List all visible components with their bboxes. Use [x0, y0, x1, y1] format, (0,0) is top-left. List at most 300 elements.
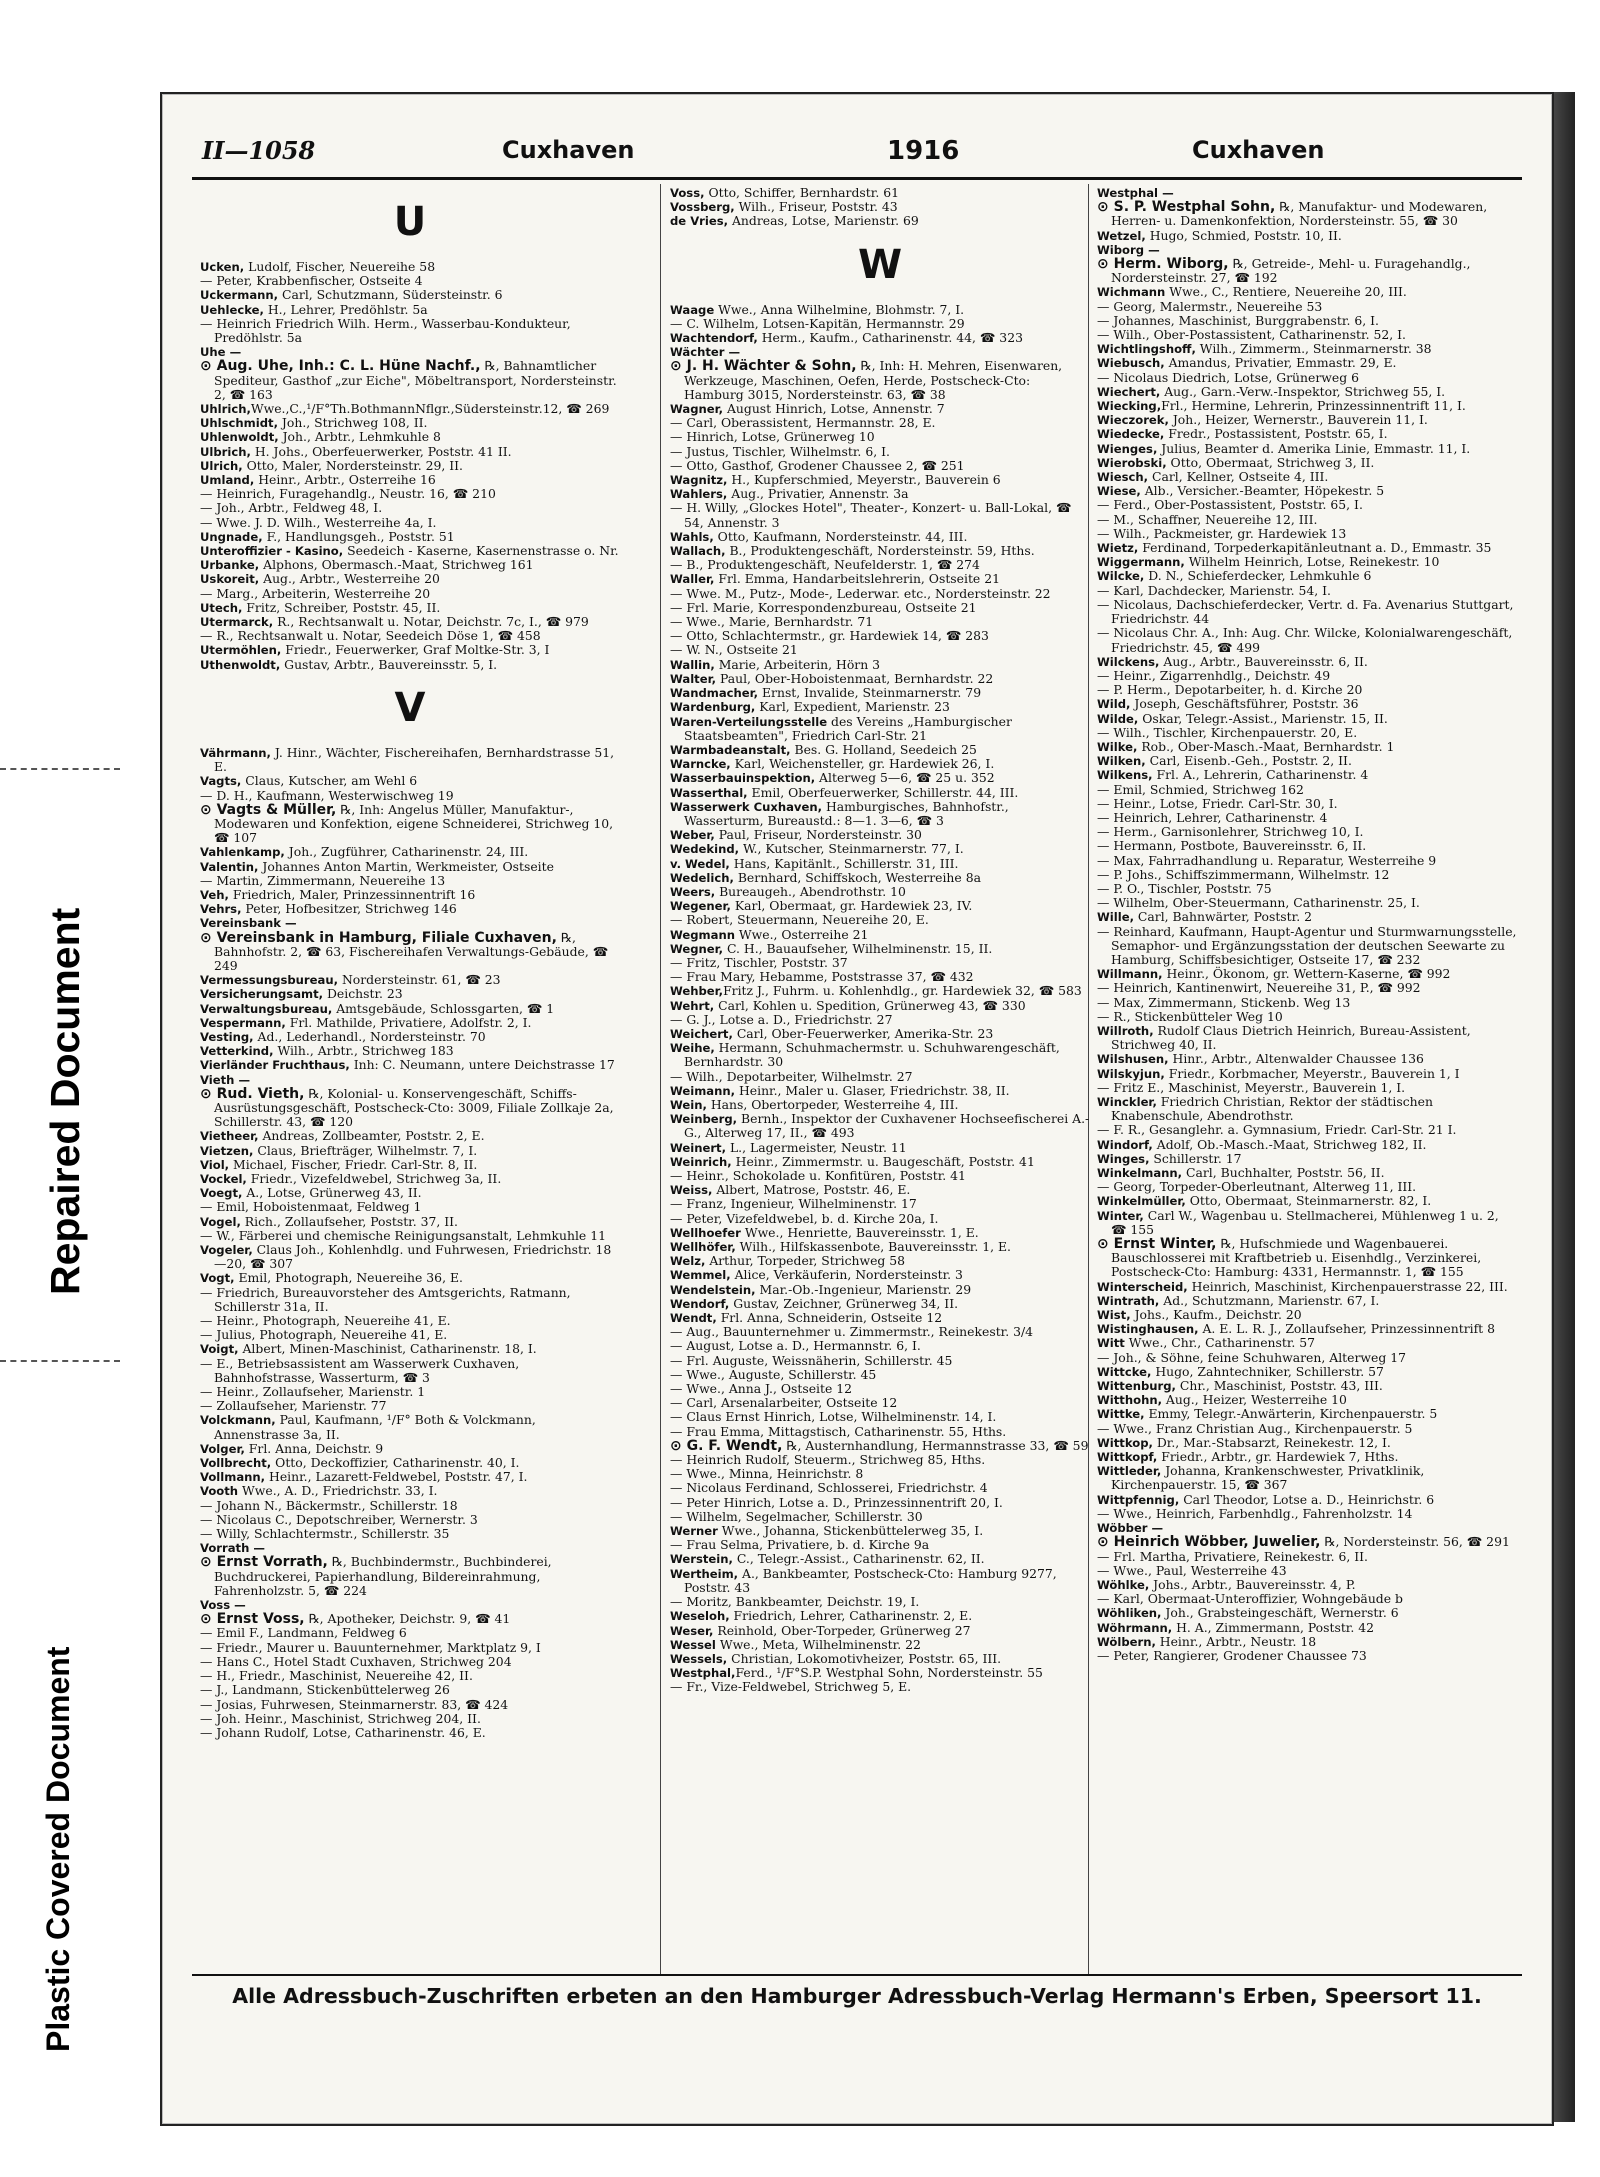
entry-details: — Reinhard, Kaufmann, Haupt-Agentur und Sturmwarnungsstelle, Semaphor- und Ergänzungsstation der deutschen Seewarte zu Hamburg, Schiffsbesichtiger, Ostseite 17, ☎ 232 — [1097, 923, 1517, 967]
directory-entry — [1097, 1606, 1517, 1620]
directory-entry — [1097, 257, 1517, 285]
entry-details: Hugo, Zahntechniker, Schillerstr. 57 — [1151, 1363, 1384, 1379]
directory-entry — [670, 1538, 1090, 1552]
directory-entry — [1097, 1123, 1517, 1137]
directory-entry — [1097, 712, 1517, 726]
entry-details: — Martin, Zimmermann, Neuereihe 13 — [200, 872, 446, 888]
entry-details: — Hermann, Postbote, Bauvereinsstr. 6, II. — [1097, 838, 1367, 854]
directory-entry — [670, 615, 1090, 629]
entry-details: — Karl, Dachdecker, Marienstr. 54, I. — [1097, 582, 1331, 598]
directory-entry — [1097, 811, 1517, 825]
entry-name: Wertheim, — [670, 1566, 739, 1581]
directory-entry — [1097, 584, 1517, 598]
entry-details: Carl, Eisenb.-Geh., Poststr. 2, II. — [1145, 753, 1352, 769]
entry-details: Frl., Hermine, Lehrerin, Prinzessinnentrift 11, I. — [1161, 398, 1466, 414]
entry-details: Frl. A., Lehrerin, Catharinenstr. 4 — [1152, 767, 1369, 783]
entry-details: Claus, Kutscher, am Wehl 6 — [241, 773, 418, 789]
directory-entry — [1097, 1166, 1517, 1180]
entry-details: Joh., Zugführer, Catharinenstr. 24, III. — [284, 844, 529, 860]
entry-details: Wilh., Hilfskassenbote, Bauvereinsstr. 1, E. — [735, 1239, 1011, 1255]
entry-details: — Max, Fahrradhandlung u. Reparatur, Westerreihe 9 — [1097, 852, 1437, 868]
directory-entry — [670, 928, 1090, 942]
directory-entry — [1097, 1294, 1517, 1308]
entry-details: Frl. Anna, Schneiderin, Ostseite 12 — [716, 1310, 943, 1326]
entry-name: Wienges, — [1097, 441, 1158, 456]
entry-name: Wellhoefer — [670, 1225, 741, 1240]
directory-entry — [670, 1212, 1090, 1226]
entry-details: — Heinrich Friedrich Wilh. Herm., Wasserbau-Kondukteur, Predöhlstr. 5a — [200, 315, 571, 346]
entry-name: v. Wedel, — [670, 856, 730, 871]
directory-entry — [670, 1609, 1090, 1623]
entry-name: Wedelich, — [670, 870, 734, 885]
entry-details: A. E. L. R. J., Zollaufseher, Prinzessinnentrift 8 — [1198, 1321, 1495, 1337]
directory-entry — [200, 430, 620, 444]
entry-name: Wiecking, — [1097, 399, 1162, 414]
entry-name: Wistinghausen, — [1097, 1322, 1199, 1337]
directory-entry — [200, 1626, 620, 1640]
directory-entry — [200, 1328, 620, 1342]
directory-entry — [200, 1499, 620, 1513]
entry-details: — Wwe., Minna, Heinrichstr. 8 — [670, 1466, 864, 1482]
entry-name: Wille, — [1097, 910, 1134, 925]
directory-entry — [670, 1382, 1090, 1396]
entry-details: Claus Joh., Kohlenhdlg. und Fuhrwesen, Friedrichstr. 18—20, ☎ 307 — [214, 1242, 612, 1272]
directory-entry — [670, 1226, 1090, 1240]
entry-name: Westphal, — [670, 1666, 736, 1681]
directory-entry — [1097, 683, 1517, 697]
directory-entry — [670, 1141, 1090, 1155]
entry-name: Wintrath, — [1097, 1293, 1160, 1308]
entry-name: Wahls, — [670, 529, 714, 544]
entry-details: Wilh., Zimmerm., Steinmarnerstr. 38 — [1195, 341, 1432, 357]
entry-name: Utech, — [200, 600, 243, 615]
entry-name: Uehlecke, — [200, 302, 264, 317]
entry-name: Wiborg — — [1097, 242, 1160, 257]
entry-details: — Wwe., Anna J., Ostseite 12 — [670, 1381, 853, 1397]
entry-name: Ulbrich, — [200, 444, 251, 459]
directory-entry — [200, 658, 620, 672]
entry-name: Wachtendorf, — [670, 331, 758, 346]
entry-name: Willroth, — [1097, 1023, 1154, 1038]
directory-entry — [1097, 186, 1517, 200]
directory-entry — [1097, 356, 1517, 370]
directory-entry — [670, 1041, 1090, 1069]
directory-entry — [200, 1513, 620, 1527]
entry-details: Ferdinand, Torpederkapitänleutnant a. D., Emmastr. 35 — [1138, 540, 1492, 556]
directory-entry — [670, 1098, 1090, 1112]
entry-details: — Otto, Schlachtermstr., gr. Hardewiek 14, ☎ 283 — [670, 628, 989, 644]
directory-entry — [1097, 1535, 1517, 1549]
entry-details: Amandus, Privatier, Emmastr. 29, E. — [1164, 355, 1397, 371]
entry-details: — Wilhelm, Ober-Steuermann, Catharinenstr. 25, I. — [1097, 895, 1420, 911]
entry-name: Weiss, — [670, 1183, 713, 1198]
entry-details: Otto, Obermaat, Steinmarnerstr. 82, I. — [1185, 1193, 1432, 1209]
directory-entry — [1097, 1521, 1517, 1535]
entry-details: Rob., Ober-Masch.-Maat, Bernhardstr. 1 — [1137, 738, 1395, 754]
entry-details: Aug., Garn.-Verw.-Inspektor, Strichweg 55, I. — [1160, 383, 1446, 399]
entry-name: ⊙ Rud. Vieth, — [200, 1085, 305, 1102]
entry-name: Wendt, — [670, 1311, 717, 1326]
entry-details: — R., Rechtsanwalt u. Notar, Seedeich Döse 1, ☎ 458 — [200, 628, 541, 644]
directory-entry — [670, 331, 1090, 345]
entry-details: — W., Färberei und chemische Reinigungsanstalt, Lehmkuhle 11 — [200, 1227, 606, 1243]
plastic-covered-document-label: Plastic Covered Document — [40, 1646, 76, 2052]
directory-entry — [1097, 1052, 1517, 1066]
directory-entry — [670, 473, 1090, 487]
entry-name: Wittkop, — [1097, 1435, 1153, 1450]
entry-details: Heinr., Ökonom, gr. Wettern-Kaserne, ☎ 992 — [1162, 966, 1451, 982]
entry-name: Wehber, — [670, 984, 724, 999]
directory-entry — [1097, 200, 1517, 228]
directory-entry — [670, 686, 1090, 700]
directory-entry — [1097, 868, 1517, 882]
entry-details: Emil, Oberfeuerwerker, Schillerstr. 44, III. — [747, 784, 1019, 800]
entry-details: Heinr., Zimmermstr. u. Baugeschäft, Poststr. 41 — [731, 1153, 1035, 1169]
entry-name: Wellhöfer, — [670, 1240, 736, 1255]
entry-details: Hans, Kapitänlt., Schillerstr. 31, III. — [729, 855, 959, 871]
directory-entry — [200, 1669, 620, 1683]
entry-name: Wittkopf, — [1097, 1450, 1158, 1465]
directory-entry — [1097, 1450, 1517, 1464]
entry-details: Friedr., Korbmacher, Meyerstr., Bauverein 1, I — [1164, 1065, 1460, 1081]
entry-name: ⊙ S. P. Westphal Sohn, — [1097, 199, 1276, 216]
entry-details: Carl, Ober-Feuerwerker, Amerika-Str. 23 — [732, 1025, 994, 1041]
entry-details: — Karl, Obermaat-Unteroffizier, Wohngebäude b — [1097, 1591, 1403, 1607]
entry-details: Amtsgebäude, Schlossgarten, ☎ 1 — [332, 1000, 555, 1016]
directory-entry — [200, 445, 620, 459]
entry-details: — Peter Hinrich, Lotse a. D., Prinzessinnentrift 20, I. — [670, 1494, 1003, 1510]
entry-details: Wwe., A. D., Friedrichstr. 33, I. — [238, 1483, 438, 1499]
entry-details: L., Lagermeister, Neustr. 11 — [726, 1139, 907, 1155]
entry-name: Volckmann, — [200, 1413, 276, 1428]
entry-name: Vetterkind, — [200, 1044, 274, 1059]
entry-name: Wöhliken, — [1097, 1606, 1162, 1621]
directory-entry — [200, 601, 620, 615]
directory-entry — [200, 1399, 620, 1413]
directory-entry — [200, 803, 620, 846]
directory-entry — [670, 416, 1090, 430]
directory-entry — [200, 1712, 620, 1726]
entry-name: Weinert, — [670, 1140, 726, 1155]
directory-entry — [670, 1325, 1090, 1339]
entry-details: Emil, Photograph, Neuereihe 36, E. — [234, 1270, 463, 1286]
directory-entry — [670, 1453, 1090, 1467]
entry-details: — Fritz, Tischler, Poststr. 37 — [670, 954, 848, 970]
entry-name: Vesting, — [200, 1029, 254, 1044]
entry-details: — Joh. Heinr., Maschinist, Strichweg 204, II. — [200, 1710, 481, 1726]
directory-entry — [670, 1439, 1090, 1453]
directory-entry — [200, 260, 620, 274]
entry-details: J. Hinr., Wächter, Fischereihafen, Bernhardstrasse 51, E. — [214, 744, 615, 775]
entry-name: Wasserthal, — [670, 785, 748, 800]
entry-details: Ernst, Invalide, Steinmarnerstr. 79 — [758, 685, 982, 701]
entry-details: — Wwe. M., Putz-, Mode-, Lederwar. etc., Nordersteinstr. 22 — [670, 585, 1051, 601]
directory-entry — [200, 1243, 620, 1271]
entry-details: — Friedrich, Bureauvorsteher des Amtsgerichts, Ratmann, Schillerstr 31a, II. — [200, 1284, 571, 1314]
entry-details: — Herm., Garnisonlehrer, Strichweg 10, I. — [1097, 824, 1364, 840]
entry-details: Inh: C. Neumann, untere Deichstrasse 17 — [349, 1057, 615, 1073]
entry-details: — Nicolaus Chr. A., Inh: Aug. Chr. Wilcke, Kolonialwarengeschäft, Friedrichstr. 45, ☎ 499 — [1097, 625, 1513, 655]
directory-entry — [1097, 371, 1517, 385]
directory-entry — [670, 1084, 1090, 1098]
entry-details: Emmy, Telegr.-Anwärterin, Kirchenpauerstr. 5 — [1144, 1406, 1438, 1422]
directory-entry — [200, 1002, 620, 1016]
directory-entry — [1097, 1024, 1517, 1052]
entry-name: Vahlenkamp, — [200, 845, 285, 860]
directory-entry — [670, 942, 1090, 956]
entry-name: Weber, — [670, 828, 715, 843]
entry-details: ℞, Manufaktur- und Modewaren, Herren- u. Damenkonfektion, Nordersteinstr. 55, ☎ 30 — [1111, 199, 1488, 229]
entry-name: Wilshusen, — [1097, 1052, 1169, 1067]
directory-entry — [200, 459, 620, 473]
entry-details: — Robert, Steuermann, Neuereihe 20, E. — [670, 912, 929, 928]
directory-entry — [1097, 1436, 1517, 1450]
entry-details: — Frau Mary, Hebamme, Poststrasse 37, ☎ 432 — [670, 969, 974, 985]
directory-entry — [200, 746, 620, 774]
directory-entry — [670, 1311, 1090, 1325]
entry-details: Johanna, Krankenschwester, Privatklinik, Kirchenpauerstr. 15, ☎ 367 — [1111, 1463, 1425, 1493]
directory-entry — [670, 1354, 1090, 1368]
directory-entry — [670, 984, 1090, 998]
entry-details: — Willy, Schlachtermstr., Schillerstr. 35 — [200, 1526, 450, 1542]
directory-entry — [200, 1215, 620, 1229]
directory-entry — [670, 1510, 1090, 1524]
entry-details: Alphons, Obermasch.-Maat, Strichweg 161 — [259, 557, 534, 573]
directory-entry — [200, 1357, 620, 1385]
directory-entry — [670, 1481, 1090, 1495]
entry-details: — Peter, Krabbenfischer, Ostseite 4 — [200, 273, 423, 289]
directory-entry — [1097, 442, 1517, 456]
directory-entry — [1097, 342, 1517, 356]
entry-details: Dr., Mar.-Stabsarzt, Reinekestr. 12, I. — [1152, 1434, 1391, 1450]
directory-entry — [670, 842, 1090, 856]
directory-entry — [670, 1070, 1090, 1084]
directory-entry — [1097, 470, 1517, 484]
entry-name: Uthenwoldt, — [200, 657, 281, 672]
entry-details: des Vereins „Hamburgischer Staatsbeamten", Friedrich Carl-Str. 21 — [684, 713, 1012, 743]
entry-name: Wilde, — [1097, 711, 1139, 726]
entry-name: ⊙ Aug. Uhe, Inh.: C. L. Hüne Nachf., — [200, 358, 481, 375]
entry-name: Wasserbauinspektion, — [670, 771, 816, 786]
directory-entry — [1097, 1194, 1517, 1208]
entry-details: Otto, Maler, Nordersteinstr. 29, II. — [242, 457, 463, 473]
directory-entry — [200, 1286, 620, 1314]
entry-details: — R., Stickenbütteler Weg 10 — [1097, 1008, 1283, 1024]
directory-entry — [670, 1169, 1090, 1183]
directory-entry — [1097, 669, 1517, 683]
entry-details: Ferd., ¹/F°S.P. Westphal Sohn, Nordersteinstr. 55 — [735, 1665, 1043, 1681]
directory-entry — [670, 1467, 1090, 1481]
directory-entry — [1097, 1209, 1517, 1237]
entry-details: Carl, Kellner, Ostseite 4, III. — [1148, 469, 1329, 485]
entry-details: Rich., Zollaufseher, Poststr. 37, II. — [240, 1213, 458, 1229]
entry-name: Uckermann, — [200, 288, 279, 303]
directory-entry — [1097, 385, 1517, 399]
entry-name: Wallin, — [670, 657, 715, 672]
directory-entry — [670, 658, 1090, 672]
entry-name: Wilcke, — [1097, 569, 1145, 584]
entry-details: Albert, Minen-Maschinist, Catharinenstr. 18, I. — [238, 1341, 537, 1357]
directory-entry — [670, 1496, 1090, 1510]
entry-name: Vietheer, — [200, 1129, 259, 1144]
entry-details: H. A., Zimmermann, Poststr. 42 — [1172, 1619, 1375, 1635]
entry-details: Hermann, Schuhmachermstr. u. Schuhwarengeschäft, Bernhardstr. 30 — [684, 1040, 1060, 1070]
directory-entry — [1097, 1081, 1517, 1095]
entry-details: — Wwe. J. D. Wilh., Westerreihe 4a, I. — [200, 514, 437, 530]
entry-details: Ad., Schutzmann, Marienstr. 67, I. — [1159, 1292, 1380, 1308]
entry-name: Versicherungsamt, — [200, 987, 324, 1002]
entry-name: Vockel, — [200, 1171, 247, 1186]
entry-details: — Joh., Arbtr., Feldweg 48, I. — [200, 500, 383, 516]
directory-entry — [1097, 314, 1517, 328]
entry-details: — G. J., Lotse a. D., Friedrichstr. 27 — [670, 1011, 893, 1027]
directory-entry — [1097, 1635, 1517, 1649]
entry-details: Wwe., C., Rentiere, Neuereihe 20, III. — [1165, 284, 1407, 300]
entry-name: Winter, — [1097, 1208, 1144, 1223]
section-letter: W — [857, 241, 903, 288]
entry-name: Waren-Verteilungsstelle — [670, 714, 828, 729]
directory-entry — [1097, 1322, 1517, 1336]
directory-entry — [1097, 882, 1517, 896]
entry-details: — Justus, Tischler, Wilhelmstr. 6, I. — [670, 443, 890, 459]
entry-name: Ucken, — [200, 260, 245, 274]
entry-details: — Friedr., Maurer u. Bauunternehmer, Marktplatz 9, I — [200, 1639, 541, 1655]
entry-details: — Hinrich, Lotse, Grünerweg 10 — [670, 429, 875, 445]
directory-entry — [1097, 1621, 1517, 1635]
entry-details: Frl. Emma, Handarbeitslehrerin, Ostseite 21 — [714, 571, 1000, 587]
directory-entry — [1097, 1138, 1517, 1152]
entry-details: Wilhelm Heinrich, Lotse, Reinekestr. 10 — [1184, 554, 1440, 570]
directory-entry — [670, 871, 1090, 885]
directory-entry — [670, 899, 1090, 913]
entry-details: Paul, Friseur, Nordersteinstr. 30 — [714, 827, 922, 843]
directory-entry — [670, 1240, 1090, 1254]
entry-name: Wedekind, — [670, 842, 740, 857]
directory-entry — [200, 1073, 620, 1087]
entry-details: Alterweg 5—6, ☎ 25 u. 352 — [815, 770, 995, 786]
entry-details: Marie, Arbeiterin, Hörn 3 — [714, 656, 881, 672]
entry-details: — Frl. Auguste, Weissnäherin, Schillerstr. 45 — [670, 1352, 953, 1368]
directory-entry — [670, 786, 1090, 800]
entry-name: Umland, — [200, 473, 255, 488]
directory-entry — [1097, 967, 1517, 981]
entry-details: Johs., Arbtr., Bauvereinsstr. 4, P. — [1149, 1576, 1356, 1592]
directory-entry — [200, 1158, 620, 1172]
directory-entry — [1097, 1308, 1517, 1322]
entry-details: Bureaugeh., Abendrothstr. 10 — [715, 883, 906, 899]
entry-details: — Wilh., Packmeister, gr. Hardewiek 13 — [1097, 525, 1347, 541]
entry-details: — Georg, Malermstr., Neuereihe 53 — [1097, 298, 1323, 314]
directory-entry — [1097, 243, 1517, 257]
entry-details: Wilh., Arbtr., Strichweg 183 — [273, 1043, 454, 1059]
entry-name: Wichmann — [1097, 285, 1166, 300]
column-divider — [660, 184, 661, 1974]
entry-details: Rudolf Claus Dietrich Heinrich, Bureau-Assistent, Strichweg 40, II. — [1111, 1022, 1471, 1053]
entry-details: Wilh., Friseur, Poststr. 43 — [734, 199, 898, 215]
entry-name: Voegt, — [200, 1186, 243, 1201]
entry-details: Joseph, Geschäftsführer, Poststr. 36 — [1130, 696, 1359, 712]
directory-entry — [200, 516, 620, 530]
directory-entry — [670, 359, 1090, 402]
entry-details: — Carl, Oberassistent, Hermannstr. 28, E. — [670, 415, 936, 431]
entry-details: Friedrich Christian, Rektor der städtischen Knabenschule, Abendrothstr. — [1111, 1094, 1433, 1124]
directory-entry — [670, 956, 1090, 970]
directory-entry — [200, 916, 620, 930]
entry-details: Johannes Anton Martin, Werkmeister, Ostseite — [258, 858, 554, 874]
entry-name: Wiese, — [1097, 484, 1141, 499]
entry-name: Wessels, — [670, 1651, 728, 1666]
entry-name: Winges, — [1097, 1151, 1150, 1166]
entry-details: Aug., Arbtr., Westerreihe 20 — [259, 571, 440, 587]
entry-name: Wein, — [670, 1097, 707, 1112]
entry-details: Frl. Mathilde, Privatiere, Adolfstr. 2, I. — [285, 1014, 532, 1030]
directory-entry — [670, 1027, 1090, 1041]
entry-details: Hugo, Schmied, Poststr. 10, II. — [1145, 227, 1342, 243]
entry-name: Volger, — [200, 1441, 245, 1456]
entry-details: Wwe., Osterreihe 21 — [734, 926, 869, 942]
entry-details: — Frau Emma, Mittagstisch, Catharinenstr. 55, Hths. — [670, 1423, 1007, 1439]
directory-entry — [200, 774, 620, 788]
entry-details: Carl, Kohlen u. Spedition, Grünerweg 43, ☎ 330 — [714, 997, 1026, 1013]
directory-entry — [1097, 1507, 1517, 1521]
directory-entry — [670, 715, 1090, 743]
directory-entry — [200, 1229, 620, 1243]
directory-entry — [200, 860, 620, 874]
entry-details: Heinr., Arbtr., Osterreihe 16 — [254, 472, 436, 488]
entry-details: Andreas, Zollbeamter, Poststr. 2, E. — [258, 1128, 485, 1144]
entry-details: — D. H., Kaufmann, Westerwischweg 19 — [200, 787, 454, 803]
entry-details: Fritz J., Fuhrm. u. Kohlenhdlg., gr. Hardewiek 32, ☎ 583 — [723, 983, 1082, 999]
directory-entry — [1097, 1393, 1517, 1407]
entry-name: Vespermann, — [200, 1015, 286, 1030]
entry-name: Windorf, — [1097, 1137, 1153, 1152]
directory-entry — [670, 601, 1090, 615]
entry-details: Heinr., Maler u. Glaser, Friedrichstr. 38, II. — [735, 1082, 1010, 1098]
entry-name: Weichert, — [670, 1026, 733, 1041]
entry-details: — Peter, Rangierer, Grodener Chaussee 73 — [1097, 1647, 1367, 1663]
footer-notice: Alle Adressbuch-Zuschriften erbeten an den Hamburger Adressbuch-Verlag Hermann's Erben, Speersort 11. — [232, 1984, 1482, 2008]
entry-details: Friedrich, Lehrer, Catharinenstr. 2, E. — [729, 1608, 973, 1624]
entry-details: — Hans C., Hotel Stadt Cuxhaven, Strichweg 204 — [200, 1653, 512, 1669]
entry-name: Wardenburg, — [670, 700, 756, 715]
directory-entry — [1097, 1152, 1517, 1166]
entry-details: — Wilh., Tischler, Kirchenpauerstr. 20, E. — [1097, 724, 1358, 740]
entry-details: Wwe., Anna Wilhelmine, Blohmstr. 7, I. — [714, 301, 965, 317]
entry-details: Schillerstr. 17 — [1149, 1150, 1242, 1166]
directory-entry — [1097, 1493, 1517, 1507]
directory-entry — [670, 487, 1090, 501]
entry-details: ℞, Austernhandlung, Hermannstrasse 33, ☎ 59 — [782, 1437, 1089, 1453]
entry-details: — Georg, Torpeder-Oberleutnant, Alterweg 11, III. — [1097, 1179, 1417, 1195]
entry-details: Reinhold, Ober-Torpeder, Grünerweg 27 — [713, 1622, 971, 1638]
entry-name: Wegener, — [670, 899, 731, 914]
directory-entry — [1097, 1095, 1517, 1123]
directory-entry — [1097, 726, 1517, 740]
entry-name: Wöbber — — [1097, 1521, 1164, 1536]
fold-line-top — [0, 768, 120, 770]
section-letter: U — [393, 199, 427, 245]
entry-details: — Heinr., Lotse, Friedr. Carl-Str. 30, I. — [1097, 795, 1338, 811]
entry-details: Hamburgisches, Bahnhofstr., Wasserturm, Bureaustd.: 8—1. 3—6, ☎ 3 — [684, 798, 1009, 828]
directory-entry — [200, 1484, 620, 1498]
directory-entry — [200, 973, 620, 987]
directory-entry — [200, 1726, 620, 1740]
directory-entry — [200, 1087, 620, 1130]
entry-name: Vermessungsbureau, — [200, 973, 338, 988]
entry-details: — Johann N., Bäckermstr., Schillerstr. 18 — [200, 1497, 458, 1513]
directory-entry — [1097, 569, 1517, 583]
entry-details: Karl, Expedient, Marienstr. 23 — [755, 699, 950, 715]
